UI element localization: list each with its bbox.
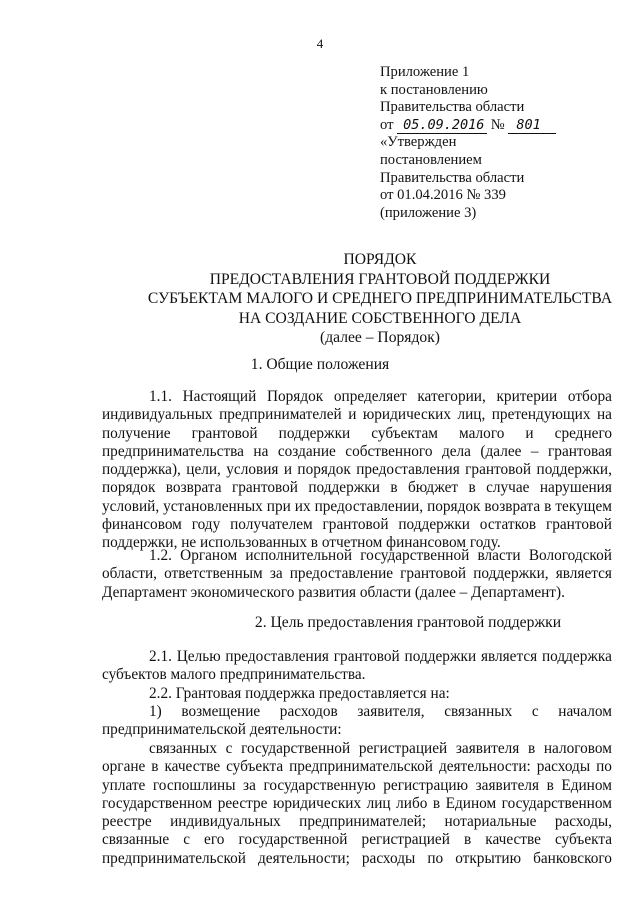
word: государственном bbox=[501, 794, 612, 812]
word: поддержки bbox=[278, 424, 351, 442]
word: госпошлины bbox=[152, 776, 236, 794]
word: в bbox=[390, 479, 398, 497]
word: субъекта bbox=[554, 831, 612, 849]
word: Вологодской bbox=[528, 547, 612, 564]
word: нарушения bbox=[539, 479, 612, 497]
justified-line bbox=[102, 565, 612, 583]
word: грантовой bbox=[333, 648, 400, 665]
word: дела bbox=[441, 442, 471, 460]
word: Органом bbox=[180, 547, 238, 564]
word: возмещение bbox=[181, 703, 261, 720]
word: реестре bbox=[217, 794, 268, 812]
paragraph-line: 2.2. Грантовая поддержка предоставляется на: bbox=[149, 685, 450, 702]
word: субъекта bbox=[226, 758, 284, 776]
appendix-line: (приложение 3) bbox=[380, 204, 477, 221]
word: поддержка), bbox=[102, 461, 181, 479]
justified-line bbox=[102, 479, 612, 497]
from-label: от bbox=[380, 116, 394, 133]
word: при bbox=[266, 497, 291, 515]
title-line: (далее – Порядок) bbox=[320, 329, 440, 347]
word: регистрацией bbox=[361, 831, 450, 849]
justified-line bbox=[102, 498, 612, 516]
word: связанных bbox=[149, 740, 217, 757]
word: порядок bbox=[297, 461, 351, 479]
word: предоставления bbox=[356, 461, 460, 479]
title-line: СУБЪЕКТАМ МАЛОГО И СРЕДНЕГО ПРЕДПРИНИМАТЕЛЬСТВА bbox=[147, 290, 613, 308]
word: малого bbox=[459, 424, 505, 442]
word: исполнительной bbox=[245, 547, 353, 564]
word: грантовой bbox=[545, 516, 612, 534]
word: поддержки bbox=[404, 648, 477, 665]
word: за bbox=[243, 776, 256, 794]
justified-line bbox=[102, 795, 612, 813]
word: условий, bbox=[102, 497, 160, 515]
word: в bbox=[432, 794, 441, 812]
word: является bbox=[480, 648, 538, 665]
justified-line bbox=[102, 461, 612, 479]
justified-line bbox=[102, 740, 612, 758]
word: грантовой bbox=[231, 479, 298, 497]
word: с bbox=[183, 831, 190, 849]
word: 1.1. bbox=[149, 388, 172, 405]
word: области, bbox=[102, 565, 157, 583]
word: качестве bbox=[485, 831, 541, 849]
word: получателем bbox=[230, 516, 313, 534]
appendix-block bbox=[380, 64, 620, 222]
word: цели, bbox=[186, 461, 221, 479]
word: с bbox=[225, 740, 233, 757]
word: связанные bbox=[102, 831, 170, 849]
word: государственную bbox=[263, 776, 376, 794]
justified-line bbox=[102, 516, 612, 534]
word: власти bbox=[477, 547, 521, 564]
word: бюджет bbox=[407, 479, 459, 497]
word: порядок bbox=[102, 479, 156, 497]
word: 1.2. bbox=[149, 547, 172, 564]
word: лиц, bbox=[457, 406, 486, 424]
appendix-line: Приложение 1 bbox=[380, 64, 470, 80]
justified-line bbox=[102, 547, 612, 565]
word: порядок bbox=[427, 497, 481, 515]
word: их bbox=[294, 497, 311, 515]
word: поддержка bbox=[541, 648, 612, 665]
word: грантовой bbox=[322, 516, 389, 534]
paragraph-2-2-item-1 bbox=[102, 703, 612, 740]
justified-line bbox=[102, 703, 612, 721]
word: расходы bbox=[536, 758, 591, 776]
word: органе bbox=[102, 758, 146, 776]
word: возврата bbox=[484, 497, 541, 515]
justified-line bbox=[102, 425, 612, 443]
word: предоставление bbox=[289, 565, 394, 583]
word: остатков bbox=[479, 516, 537, 534]
word: расходов bbox=[279, 703, 338, 720]
word: государственной bbox=[238, 831, 348, 849]
word: поддержки, bbox=[536, 461, 612, 479]
word: и bbox=[348, 406, 357, 424]
word: текущем bbox=[555, 497, 612, 515]
word: на bbox=[596, 406, 612, 424]
paragraph-1-2 bbox=[102, 547, 612, 602]
word: государственной bbox=[360, 547, 470, 564]
word: грантовой bbox=[465, 461, 532, 479]
word: расходы, bbox=[554, 813, 612, 831]
word: ответственным bbox=[164, 565, 263, 583]
appendix-line: к постановлению bbox=[380, 81, 488, 98]
word: связанных bbox=[444, 703, 513, 720]
appendix-line: Правительства области bbox=[380, 169, 525, 186]
word: 1) bbox=[149, 703, 162, 720]
word: возврата bbox=[165, 479, 222, 497]
word: категории, bbox=[417, 388, 486, 405]
paragraph-2-1 bbox=[102, 648, 612, 685]
date-value: 05.09.2016 bbox=[403, 116, 485, 133]
justified-line bbox=[102, 777, 612, 795]
date-field bbox=[397, 118, 487, 134]
word: финансовом bbox=[102, 516, 182, 534]
word: нотариальные bbox=[444, 813, 537, 831]
word: в bbox=[463, 831, 472, 849]
word: на bbox=[253, 442, 269, 460]
word: получение bbox=[102, 424, 171, 442]
justified-line bbox=[102, 831, 612, 849]
word: либо bbox=[396, 794, 428, 812]
word: лиц bbox=[366, 794, 391, 812]
word: юридических bbox=[362, 406, 451, 424]
word: предпринимательской bbox=[289, 758, 433, 776]
word: установленных bbox=[163, 497, 263, 515]
word: 2.1. bbox=[149, 648, 172, 665]
word: по bbox=[427, 849, 444, 867]
word: создание bbox=[277, 442, 336, 460]
word: субъектам bbox=[371, 424, 438, 442]
word: предпринимательской bbox=[102, 849, 246, 867]
word: Едином bbox=[561, 776, 612, 794]
title-line: ПРЕДОСТАВЛЕНИЯ ГРАНТОВОЙ ПОДДЕРЖКИ bbox=[209, 270, 551, 288]
word: деятельности: bbox=[438, 758, 531, 776]
word: критерии bbox=[496, 388, 558, 405]
word: и bbox=[283, 461, 293, 479]
paragraph-2-2 bbox=[102, 685, 612, 703]
word: грантовой bbox=[400, 565, 467, 583]
word: Целью bbox=[176, 648, 221, 665]
word: открытию bbox=[455, 849, 522, 867]
justified-line bbox=[102, 648, 612, 666]
document-title bbox=[100, 250, 640, 348]
appendix-line: постановлением bbox=[380, 151, 482, 168]
word: индивидуальных bbox=[170, 813, 281, 831]
word: поддержки, bbox=[473, 565, 549, 583]
word: предоставлении, bbox=[314, 497, 424, 515]
justified-line bbox=[102, 388, 612, 406]
justified-line bbox=[102, 850, 612, 868]
word: грантовой bbox=[191, 424, 258, 442]
word: (далее bbox=[480, 442, 522, 460]
word: за bbox=[269, 565, 283, 583]
word: заявителя, bbox=[357, 703, 425, 720]
word: поддержки bbox=[308, 479, 380, 497]
word: отбора bbox=[567, 388, 612, 405]
paragraph-2-2-item-1-text bbox=[102, 740, 612, 868]
word: Едином bbox=[445, 794, 497, 812]
word: началом bbox=[558, 703, 612, 720]
number-value: 801 bbox=[516, 116, 541, 133]
paragraph-1-1 bbox=[102, 388, 612, 553]
word: заявителя bbox=[475, 776, 540, 794]
appendix-line: Правительства области bbox=[380, 99, 525, 116]
paragraph-last-line: поддержки, не использованных в отчетном финансовом году. bbox=[102, 534, 501, 552]
word: является bbox=[555, 565, 612, 583]
paragraph-last-line: субъектов малого предпринимательства. bbox=[102, 666, 366, 684]
word: индивидуальных bbox=[102, 406, 213, 424]
word: в bbox=[151, 758, 159, 776]
title-line: ПОРЯДОК bbox=[343, 251, 417, 268]
word: собственного bbox=[345, 442, 433, 460]
word: реестре bbox=[102, 813, 152, 831]
word: в bbox=[546, 776, 554, 794]
word: поддержки bbox=[398, 516, 470, 534]
word: регистрацией bbox=[358, 740, 448, 757]
word: его bbox=[204, 831, 225, 849]
word: предпринимательства bbox=[102, 442, 244, 460]
appendix-line: «Утвержден bbox=[380, 134, 457, 151]
justified-line bbox=[102, 443, 612, 461]
paragraph-last-line: Департамент экономического развития области (далее – Департамент). bbox=[102, 583, 565, 601]
word: предпринимателей; bbox=[299, 813, 427, 831]
word: претендующих bbox=[491, 406, 591, 424]
word: Настоящий bbox=[182, 388, 257, 405]
word: государственном bbox=[102, 794, 213, 812]
justified-line bbox=[102, 406, 612, 424]
word: в bbox=[544, 497, 552, 515]
word: заявителя bbox=[455, 740, 520, 757]
word: расходы bbox=[361, 849, 416, 867]
word: году bbox=[191, 516, 221, 534]
word: государственной bbox=[241, 740, 351, 757]
word: грантовая bbox=[548, 442, 612, 460]
word: и bbox=[525, 424, 534, 442]
number-field bbox=[508, 118, 556, 134]
number-label: № bbox=[490, 116, 505, 133]
justified-line bbox=[102, 813, 612, 831]
word: в bbox=[468, 479, 476, 497]
word: налоговом bbox=[543, 740, 612, 757]
paragraph-last-line: предпринимательской деятельности: bbox=[102, 721, 342, 739]
word: случае bbox=[486, 479, 530, 497]
section-2-heading: 2. Цель предоставления грантовой поддержки bbox=[254, 614, 562, 631]
page-number: 4 bbox=[316, 36, 324, 51]
word: условия bbox=[226, 461, 279, 479]
word: предоставления bbox=[225, 648, 329, 665]
appendix-line: от 01.04.2016 № 339 bbox=[380, 187, 506, 204]
word: банковского bbox=[533, 849, 612, 867]
word: деятельности; bbox=[258, 849, 350, 867]
section-1-heading: 1. Общие положения bbox=[250, 356, 390, 373]
word: предпринимателей bbox=[219, 406, 342, 424]
word: юридических bbox=[272, 794, 362, 812]
word: среднего bbox=[554, 424, 612, 442]
word: – bbox=[530, 442, 539, 460]
word: по bbox=[596, 758, 612, 776]
appendix-date-line bbox=[380, 117, 620, 135]
word: уплате bbox=[102, 776, 146, 794]
title-line: НА СОЗДАНИЕ СОБСТВЕННОГО ДЕЛА bbox=[238, 309, 522, 327]
word: в bbox=[527, 740, 536, 757]
word: качестве bbox=[164, 758, 221, 776]
word: определяет bbox=[333, 388, 407, 405]
word: Порядок bbox=[266, 388, 324, 405]
word: регистрацию bbox=[383, 776, 469, 794]
word: с bbox=[531, 703, 539, 720]
justified-line bbox=[102, 758, 612, 776]
